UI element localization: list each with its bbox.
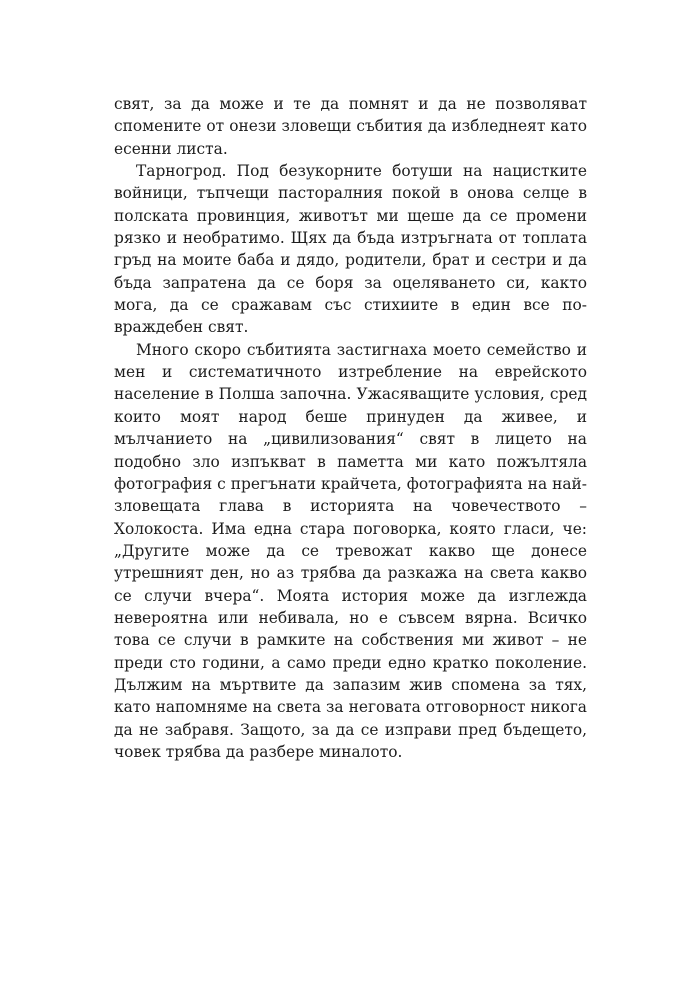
paragraph-tarnogrod: Тарногрод. Под безукорните ботуши на нацистките войници, тъпчещи пасторалния покой в онова селце в полската провинция, животът ми щеше да се промени рязко и необратимо. Щях да бъда изтръгната от топлата гръд на моите баба и дядо, родители, брат и сестри и да бъда запратена да се боря за оцеляването си, както мога, да се сражавам със стихиите в един все по-враждебен свят.	[114, 162, 587, 337]
paragraph-holocaust-memory: Много скоро събитията застигнаха моето семейство и мен и систематичното изтребление на еврейското население в Полша започна. Ужасяващите условия, сред които моят народ беше принуден да живее, и мълчанието на „цивилизования“ свят в лицето на подобно зло изпъкват в паметта ми като пожълтяла фотография с прегънати крайчета, фотографията на най-зловещата глава в историята на човечеството – Холокоста. Има една стара поговорка, която гласи, че: „Другите може да се тревожат какво ще донесе утрешният ден, но аз трябва да разкажа на света какво се случи вчера“. Моята история може да изглежда невероятна или небивала, но е съвсем вярна. Всичко това се случи в рамките на собствения ми живот – не преди сто години, а само преди едно кратко поколение. Дължим на мъртвите да запазим жив спомена за тях, като напомняме на света за неговата отговорност никога да не забравя. Защото, за да се изправи пред бъдещето, човек трябва да разбере миналото.	[114, 340, 587, 761]
paragraph-continuation: свят, за да може и те да помнят и да не позволяват спомените от онези зловещи събития да избледнеят като есенни листа.	[114, 95, 587, 158]
body-text	[114, 93, 587, 763]
